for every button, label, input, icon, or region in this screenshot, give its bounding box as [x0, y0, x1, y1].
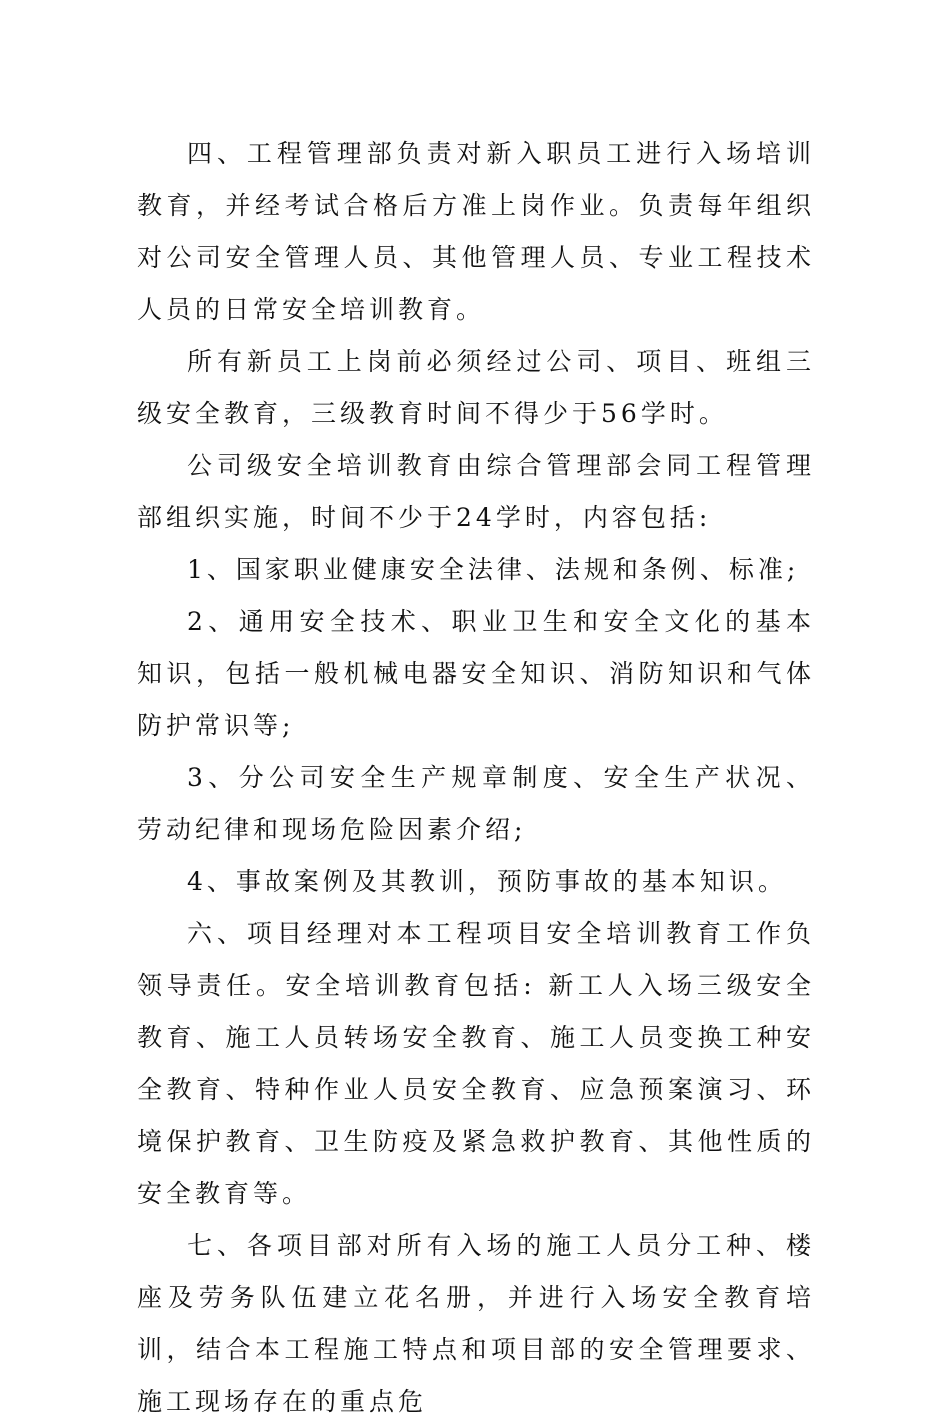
list-item-2: 2、通用安全技术、职业卫生和安全文化的基本知识，包括一般机械电器安全知识、消防知识和气体防护常识等;: [137, 607, 815, 740]
paragraph-engineering-dept-training: 四、工程管理部负责对新入职员工进行入场培训教育，并经考试合格后方准上岗作业。负责每年组织对公司安全管理人员、其他管理人员、专业工程技术人员的日常安全培训教育。: [137, 139, 815, 324]
document-body: [137, 128, 815, 1428]
paragraph-three-level-education: 所有新员工上岗前必须经过公司、项目、班组三级安全教育，三级教育时间不得少于56学时。: [137, 347, 815, 428]
paragraph-project-manager-responsibility: 六、项目经理对本工程项目安全培训教育工作负领导责任。安全培训教育包括: 新工人入场三级安全教育、施工人员转场安全教育、施工人员变换工种安全教育、特种作业人员安全教育、应急预案演习、环境保护教育、卫生防疫及紧急救护教育、其他性质的安全教育等。: [137, 919, 815, 1208]
paragraph-project-roster: 七、各项目部对所有入场的施工人员分工种、楼座及劳务队伍建立花名册，并进行入场安全教育培训，结合本工程施工特点和项目部的安全管理要求、施工现场存在的重点危: [137, 1231, 815, 1416]
paragraph-company-level-training: 公司级安全培训教育由综合管理部会同工程管理部组织实施，时间不少于24学时，内容包括:: [137, 451, 815, 532]
list-item-3: 3、分公司安全生产规章制度、安全生产状况、劳动纪律和现场危险因素介绍;: [137, 763, 815, 844]
list-item-1: 1、国家职业健康安全法律、法规和条例、标准;: [187, 555, 800, 584]
list-item-4: 4、事故案例及其教训，预防事故的基本知识。: [187, 867, 787, 896]
